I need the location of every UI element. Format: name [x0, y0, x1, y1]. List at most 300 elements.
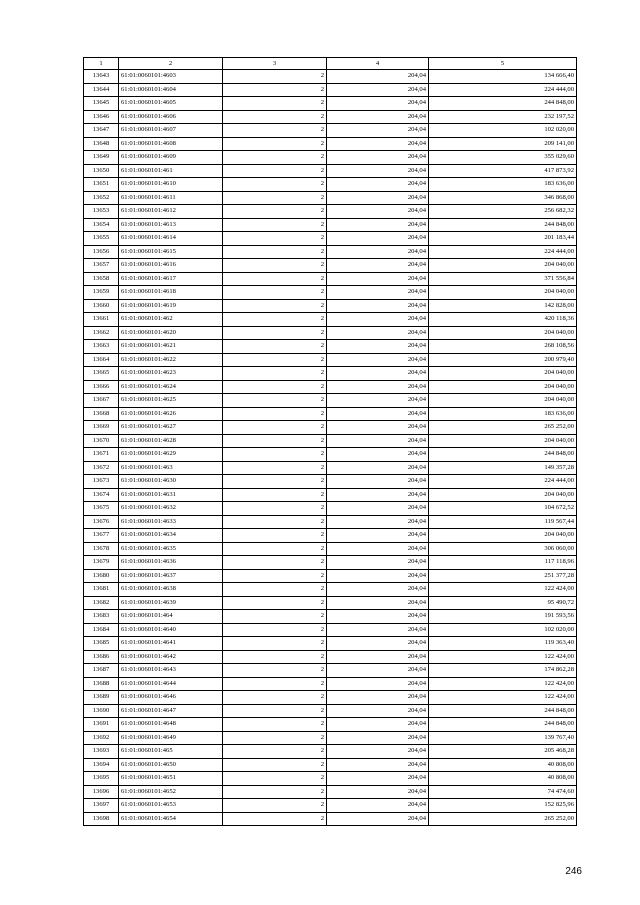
- cadastral-number-cell: 61:01:0060101:4623: [119, 367, 223, 381]
- count-cell: 2: [223, 245, 327, 259]
- cadastral-number-cell: 61:01:0060101:4648: [119, 718, 223, 732]
- area-cell: 204,04: [327, 394, 429, 408]
- row-number-cell: 13661: [84, 313, 119, 327]
- table-row: [84, 542, 577, 556]
- row-number-cell: 13644: [84, 83, 119, 97]
- table-row: [84, 637, 577, 651]
- value-cell: 200 979,40: [429, 353, 577, 367]
- area-cell: 204,04: [327, 745, 429, 759]
- value-cell: 244 848,00: [429, 704, 577, 718]
- area-cell: 204,04: [327, 110, 429, 124]
- count-cell: 2: [223, 475, 327, 489]
- row-number-cell: 13675: [84, 502, 119, 516]
- row-number-cell: 13686: [84, 650, 119, 664]
- count-cell: 2: [223, 677, 327, 691]
- cadastral-number-cell: 61:01:0060101:4634: [119, 529, 223, 543]
- row-number-cell: 13672: [84, 461, 119, 475]
- value-cell: 152 825,96: [429, 799, 577, 813]
- count-cell: 2: [223, 583, 327, 597]
- row-number-cell: 13688: [84, 677, 119, 691]
- row-number-cell: 13674: [84, 488, 119, 502]
- row-number-cell: 13693: [84, 745, 119, 759]
- area-cell: 204,04: [327, 556, 429, 570]
- row-number-cell: 13666: [84, 380, 119, 394]
- row-number-cell: 13652: [84, 191, 119, 205]
- value-cell: 102 020,00: [429, 124, 577, 138]
- cadastral-number-cell: 61:01:0060101:4635: [119, 542, 223, 556]
- area-cell: 204,04: [327, 637, 429, 651]
- value-cell: 102 020,00: [429, 623, 577, 637]
- row-number-cell: 13679: [84, 556, 119, 570]
- table-row: [84, 367, 577, 381]
- count-cell: 2: [223, 178, 327, 192]
- cadastral-number-cell: 61:01:0060101:4627: [119, 421, 223, 435]
- table-header: [84, 58, 577, 70]
- cadastral-number-cell: 61:01:0060101:4646: [119, 691, 223, 705]
- count-cell: 2: [223, 704, 327, 718]
- table-row: [84, 691, 577, 705]
- area-cell: 204,04: [327, 70, 429, 84]
- table-row: [84, 583, 577, 597]
- value-cell: 205 468,28: [429, 745, 577, 759]
- area-cell: 204,04: [327, 664, 429, 678]
- table-row: [84, 488, 577, 502]
- area-cell: 204,04: [327, 421, 429, 435]
- table-row: [84, 340, 577, 354]
- cadastral-number-cell: 61:01:0060101:463: [119, 461, 223, 475]
- table-row: [84, 286, 577, 300]
- row-number-cell: 13694: [84, 758, 119, 772]
- count-cell: 2: [223, 529, 327, 543]
- value-cell: 209 141,00: [429, 137, 577, 151]
- row-number-cell: 13698: [84, 812, 119, 826]
- table-row: [84, 353, 577, 367]
- area-cell: 204,04: [327, 461, 429, 475]
- row-number-cell: 13665: [84, 367, 119, 381]
- row-number-cell: 13673: [84, 475, 119, 489]
- area-cell: 204,04: [327, 583, 429, 597]
- area-cell: 204,04: [327, 232, 429, 246]
- cadastral-number-cell: 61:01:0060101:4616: [119, 259, 223, 273]
- row-number-cell: 13669: [84, 421, 119, 435]
- value-cell: 244 848,00: [429, 718, 577, 732]
- table-row: [84, 772, 577, 786]
- value-cell: 122 424,00: [429, 677, 577, 691]
- row-number-cell: 13646: [84, 110, 119, 124]
- count-cell: 2: [223, 367, 327, 381]
- area-cell: 204,04: [327, 191, 429, 205]
- table-row: [84, 272, 577, 286]
- value-cell: 134 666,40: [429, 70, 577, 84]
- table-row: [84, 380, 577, 394]
- value-cell: 244 848,00: [429, 448, 577, 462]
- count-cell: 2: [223, 110, 327, 124]
- value-cell: 417 873,92: [429, 164, 577, 178]
- row-number-cell: 13685: [84, 637, 119, 651]
- cadastral-number-cell: 61:01:0060101:4618: [119, 286, 223, 300]
- cadastral-number-cell: 61:01:0060101:4647: [119, 704, 223, 718]
- table-row: [84, 718, 577, 732]
- area-cell: 204,04: [327, 380, 429, 394]
- row-number-cell: 13667: [84, 394, 119, 408]
- cadastral-number-cell: 61:01:0060101:4611: [119, 191, 223, 205]
- header-cell-col3: 3: [223, 58, 327, 70]
- value-cell: 265 252,00: [429, 421, 577, 435]
- value-cell: 183 636,00: [429, 407, 577, 421]
- area-cell: 204,04: [327, 515, 429, 529]
- area-cell: 204,04: [327, 623, 429, 637]
- table-row: [84, 232, 577, 246]
- area-cell: 204,04: [327, 691, 429, 705]
- count-cell: 2: [223, 272, 327, 286]
- cadastral-number-cell: 61:01:0060101:461: [119, 164, 223, 178]
- row-number-cell: 13654: [84, 218, 119, 232]
- row-number-cell: 13668: [84, 407, 119, 421]
- area-cell: 204,04: [327, 448, 429, 462]
- row-number-cell: 13683: [84, 610, 119, 624]
- area-cell: 204,04: [327, 542, 429, 556]
- cadastral-number-cell: 61:01:0060101:4603: [119, 70, 223, 84]
- row-number-cell: 13662: [84, 326, 119, 340]
- area-cell: 204,04: [327, 83, 429, 97]
- area-cell: 204,04: [327, 785, 429, 799]
- count-cell: 2: [223, 596, 327, 610]
- row-number-cell: 13678: [84, 542, 119, 556]
- cadastral-number-cell: 61:01:0060101:4638: [119, 583, 223, 597]
- row-number-cell: 13696: [84, 785, 119, 799]
- count-cell: 2: [223, 151, 327, 165]
- page-number: 246: [565, 866, 582, 877]
- count-cell: 2: [223, 353, 327, 367]
- area-cell: 204,04: [327, 569, 429, 583]
- count-cell: 2: [223, 515, 327, 529]
- area-cell: 204,04: [327, 367, 429, 381]
- count-cell: 2: [223, 488, 327, 502]
- value-cell: 174 862,28: [429, 664, 577, 678]
- value-cell: 306 060,00: [429, 542, 577, 556]
- value-cell: 371 556,84: [429, 272, 577, 286]
- area-cell: 204,04: [327, 502, 429, 516]
- area-cell: 204,04: [327, 124, 429, 138]
- header-cell-col4: 4: [327, 58, 429, 70]
- count-cell: 2: [223, 745, 327, 759]
- value-cell: 122 424,00: [429, 583, 577, 597]
- table-row: [84, 448, 577, 462]
- value-cell: 149 357,28: [429, 461, 577, 475]
- table-row: [84, 259, 577, 273]
- table-row: [84, 326, 577, 340]
- row-number-cell: 13670: [84, 434, 119, 448]
- row-number-cell: 13643: [84, 70, 119, 84]
- area-cell: 204,04: [327, 178, 429, 192]
- area-cell: 204,04: [327, 596, 429, 610]
- table-row: [84, 137, 577, 151]
- cadastral-number-cell: 61:01:0060101:4605: [119, 97, 223, 111]
- cadastral-number-cell: 61:01:0060101:4630: [119, 475, 223, 489]
- area-cell: 204,04: [327, 718, 429, 732]
- value-cell: 104 672,52: [429, 502, 577, 516]
- row-number-cell: 13651: [84, 178, 119, 192]
- cadastral-number-cell: 61:01:0060101:4628: [119, 434, 223, 448]
- table-row: [84, 785, 577, 799]
- area-cell: 204,04: [327, 434, 429, 448]
- count-cell: 2: [223, 448, 327, 462]
- row-number-cell: 13656: [84, 245, 119, 259]
- value-cell: 232 197,52: [429, 110, 577, 124]
- cadastral-number-cell: 61:01:0060101:4606: [119, 110, 223, 124]
- row-number-cell: 13680: [84, 569, 119, 583]
- count-cell: 2: [223, 232, 327, 246]
- area-cell: 204,04: [327, 313, 429, 327]
- cadastral-number-cell: 61:01:0060101:4615: [119, 245, 223, 259]
- count-cell: 2: [223, 569, 327, 583]
- table-row: [84, 421, 577, 435]
- cadastral-number-cell: 61:01:0060101:4643: [119, 664, 223, 678]
- area-cell: 204,04: [327, 529, 429, 543]
- value-cell: 204 040,00: [429, 367, 577, 381]
- cadastral-number-cell: 61:01:0060101:4639: [119, 596, 223, 610]
- table-row: [84, 799, 577, 813]
- area-cell: 204,04: [327, 488, 429, 502]
- cadastral-number-cell: 61:01:0060101:4644: [119, 677, 223, 691]
- area-cell: 204,04: [327, 731, 429, 745]
- cadastral-number-cell: 61:01:0060101:4622: [119, 353, 223, 367]
- table-row: [84, 623, 577, 637]
- cadastral-number-cell: 61:01:0060101:4614: [119, 232, 223, 246]
- cadastral-number-cell: 61:01:0060101:462: [119, 313, 223, 327]
- row-number-cell: 13655: [84, 232, 119, 246]
- row-number-cell: 13697: [84, 799, 119, 813]
- cadastral-number-cell: 61:01:0060101:4653: [119, 799, 223, 813]
- cadastral-number-cell: 61:01:0060101:4636: [119, 556, 223, 570]
- value-cell: 204 040,00: [429, 259, 577, 273]
- cadastral-number-cell: 61:01:0060101:4607: [119, 124, 223, 138]
- count-cell: 2: [223, 758, 327, 772]
- count-cell: 2: [223, 502, 327, 516]
- header-cell-col1: 1: [84, 58, 119, 70]
- row-number-cell: 13649: [84, 151, 119, 165]
- count-cell: 2: [223, 83, 327, 97]
- value-cell: 265 252,00: [429, 812, 577, 826]
- cadastral-number-cell: 61:01:0060101:464: [119, 610, 223, 624]
- area-cell: 204,04: [327, 164, 429, 178]
- count-cell: 2: [223, 623, 327, 637]
- count-cell: 2: [223, 164, 327, 178]
- value-cell: 204 040,00: [429, 326, 577, 340]
- cadastral-number-cell: 61:01:0060101:4654: [119, 812, 223, 826]
- count-cell: 2: [223, 610, 327, 624]
- table-row: [84, 313, 577, 327]
- count-cell: 2: [223, 259, 327, 273]
- cadastral-number-cell: 61:01:0060101:4604: [119, 83, 223, 97]
- value-cell: 224 444,00: [429, 83, 577, 97]
- area-cell: 204,04: [327, 137, 429, 151]
- cadastral-number-cell: 61:01:0060101:4617: [119, 272, 223, 286]
- table-row: [84, 596, 577, 610]
- value-cell: 191 593,56: [429, 610, 577, 624]
- area-cell: 204,04: [327, 299, 429, 313]
- count-cell: 2: [223, 812, 327, 826]
- row-number-cell: 13687: [84, 664, 119, 678]
- table-row: [84, 475, 577, 489]
- table-row: [84, 731, 577, 745]
- count-cell: 2: [223, 380, 327, 394]
- cadastral-number-cell: 61:01:0060101:4649: [119, 731, 223, 745]
- area-cell: 204,04: [327, 704, 429, 718]
- cadastral-number-cell: 61:01:0060101:4640: [119, 623, 223, 637]
- value-cell: 346 868,00: [429, 191, 577, 205]
- value-cell: 74 474,60: [429, 785, 577, 799]
- row-number-cell: 13692: [84, 731, 119, 745]
- cadastral-table: [83, 57, 577, 826]
- area-cell: 204,04: [327, 758, 429, 772]
- row-number-cell: 13690: [84, 704, 119, 718]
- table-row: [84, 124, 577, 138]
- value-cell: 40 808,00: [429, 772, 577, 786]
- row-number-cell: 13660: [84, 299, 119, 313]
- count-cell: 2: [223, 137, 327, 151]
- table-row: [84, 151, 577, 165]
- count-cell: 2: [223, 799, 327, 813]
- row-number-cell: 13645: [84, 97, 119, 111]
- cadastral-number-cell: 61:01:0060101:4612: [119, 205, 223, 219]
- table-row: [84, 461, 577, 475]
- table-row: [84, 97, 577, 111]
- cadastral-number-cell: 61:01:0060101:4621: [119, 340, 223, 354]
- row-number-cell: 13682: [84, 596, 119, 610]
- cadastral-number-cell: 61:01:0060101:4629: [119, 448, 223, 462]
- row-number-cell: 13691: [84, 718, 119, 732]
- table-row: [84, 218, 577, 232]
- row-number-cell: 13653: [84, 205, 119, 219]
- value-cell: 95 490,72: [429, 596, 577, 610]
- value-cell: 119 567,44: [429, 515, 577, 529]
- cadastral-number-cell: 61:01:0060101:4626: [119, 407, 223, 421]
- cadastral-number-cell: 61:01:0060101:4632: [119, 502, 223, 516]
- table-row: [84, 70, 577, 84]
- count-cell: 2: [223, 772, 327, 786]
- value-cell: 122 424,00: [429, 650, 577, 664]
- area-cell: 204,04: [327, 97, 429, 111]
- value-cell: 251 377,28: [429, 569, 577, 583]
- count-cell: 2: [223, 407, 327, 421]
- table-row: [84, 677, 577, 691]
- count-cell: 2: [223, 461, 327, 475]
- row-number-cell: 13681: [84, 583, 119, 597]
- cadastral-number-cell: 61:01:0060101:4652: [119, 785, 223, 799]
- row-number-cell: 13664: [84, 353, 119, 367]
- row-number-cell: 13671: [84, 448, 119, 462]
- cadastral-number-cell: 61:01:0060101:4633: [119, 515, 223, 529]
- cadastral-number-cell: 61:01:0060101:4642: [119, 650, 223, 664]
- value-cell: 244 848,00: [429, 97, 577, 111]
- count-cell: 2: [223, 97, 327, 111]
- count-cell: 2: [223, 299, 327, 313]
- cadastral-number-cell: 61:01:0060101:4610: [119, 178, 223, 192]
- count-cell: 2: [223, 313, 327, 327]
- table-row: [84, 704, 577, 718]
- row-number-cell: 13659: [84, 286, 119, 300]
- value-cell: 122 424,00: [429, 691, 577, 705]
- row-number-cell: 13648: [84, 137, 119, 151]
- count-cell: 2: [223, 434, 327, 448]
- header-row: [84, 58, 577, 70]
- table-row: [84, 178, 577, 192]
- area-cell: 204,04: [327, 407, 429, 421]
- table-row: [84, 245, 577, 259]
- value-cell: 204 040,00: [429, 380, 577, 394]
- table-row: [84, 650, 577, 664]
- area-cell: 204,04: [327, 610, 429, 624]
- count-cell: 2: [223, 70, 327, 84]
- cadastral-number-cell: 61:01:0060101:4609: [119, 151, 223, 165]
- count-cell: 2: [223, 785, 327, 799]
- area-cell: 204,04: [327, 475, 429, 489]
- value-cell: 201 183,44: [429, 232, 577, 246]
- cadastral-number-cell: 61:01:0060101:4625: [119, 394, 223, 408]
- count-cell: 2: [223, 637, 327, 651]
- value-cell: 224 444,00: [429, 475, 577, 489]
- table-row: [84, 515, 577, 529]
- count-cell: 2: [223, 205, 327, 219]
- row-number-cell: 13647: [84, 124, 119, 138]
- table-row: [84, 205, 577, 219]
- count-cell: 2: [223, 691, 327, 705]
- row-number-cell: 13677: [84, 529, 119, 543]
- table-row: [84, 394, 577, 408]
- cadastral-number-cell: 61:01:0060101:4641: [119, 637, 223, 651]
- area-cell: 204,04: [327, 799, 429, 813]
- cadastral-number-cell: 61:01:0060101:4619: [119, 299, 223, 313]
- row-number-cell: 13695: [84, 772, 119, 786]
- cadastral-number-cell: 61:01:0060101:4624: [119, 380, 223, 394]
- table-row: [84, 664, 577, 678]
- area-cell: 204,04: [327, 245, 429, 259]
- table-row: [84, 569, 577, 583]
- area-cell: 204,04: [327, 812, 429, 826]
- count-cell: 2: [223, 394, 327, 408]
- value-cell: 119 363,40: [429, 637, 577, 651]
- area-cell: 204,04: [327, 772, 429, 786]
- area-cell: 204,04: [327, 326, 429, 340]
- row-number-cell: 13657: [84, 259, 119, 273]
- value-cell: 183 636,00: [429, 178, 577, 192]
- count-cell: 2: [223, 326, 327, 340]
- count-cell: 2: [223, 218, 327, 232]
- count-cell: 2: [223, 191, 327, 205]
- value-cell: 117 118,96: [429, 556, 577, 570]
- table-row: [84, 556, 577, 570]
- cadastral-number-cell: 61:01:0060101:4631: [119, 488, 223, 502]
- count-cell: 2: [223, 664, 327, 678]
- value-cell: 224 444,00: [429, 245, 577, 259]
- value-cell: 420 118,36: [429, 313, 577, 327]
- value-cell: 40 808,00: [429, 758, 577, 772]
- value-cell: 355 029,60: [429, 151, 577, 165]
- table-row: [84, 812, 577, 826]
- row-number-cell: 13689: [84, 691, 119, 705]
- value-cell: 204 040,00: [429, 488, 577, 502]
- table-row: [84, 299, 577, 313]
- cadastral-number-cell: 61:01:0060101:4637: [119, 569, 223, 583]
- cadastral-number-cell: 61:01:0060101:4620: [119, 326, 223, 340]
- area-cell: 204,04: [327, 218, 429, 232]
- value-cell: 139 767,40: [429, 731, 577, 745]
- cadastral-number-cell: 61:01:0060101:4650: [119, 758, 223, 772]
- table-body: [84, 70, 577, 826]
- area-cell: 204,04: [327, 650, 429, 664]
- row-number-cell: 13684: [84, 623, 119, 637]
